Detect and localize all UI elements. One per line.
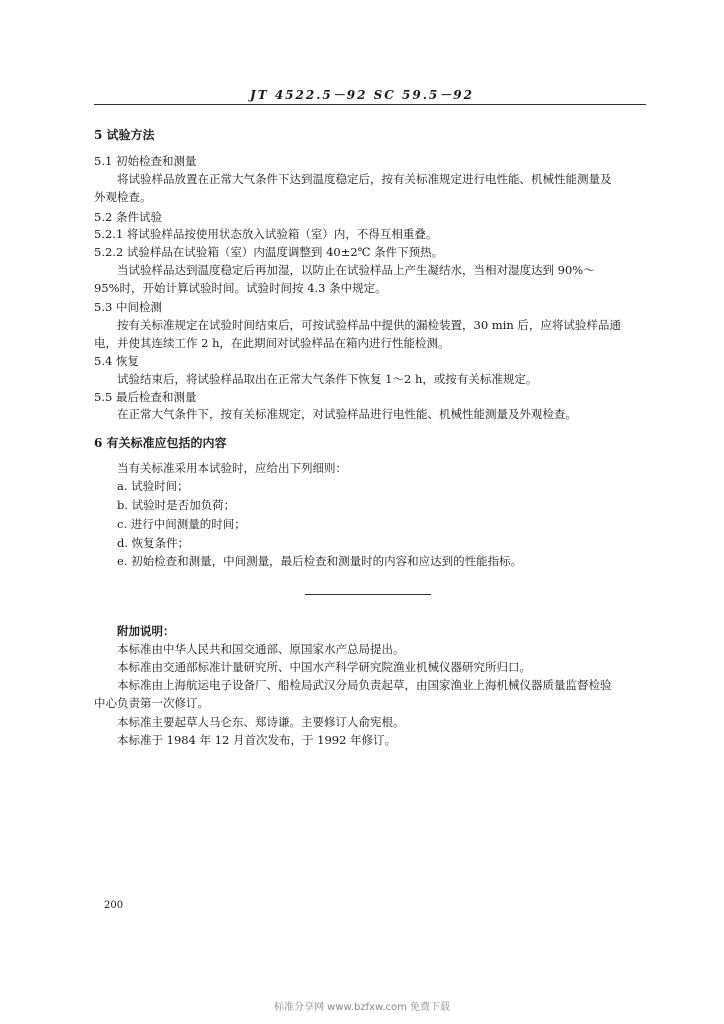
section-5-2-2-text: 5.2.2 试验样品在试验箱（室）内温度调整到 40±2℃ 条件下预热。 [94,245,444,259]
section-5-3-title: 5.3 中间检测 [94,300,162,314]
list-item-c: c. 进行中间测量的时间； [117,517,246,531]
section-5-4-title: 5.4 恢复 [94,354,139,368]
header-divider [94,104,646,105]
list-item-d: d. 恢复条件； [117,536,190,550]
section-6-heading: 6 有关标准应包括的内容 [94,436,227,450]
section-6-intro: 当有关标准采用本试验时，应给出下列细则： [117,461,347,475]
section-5-1-title: 5.1 初始检查和测量 [94,154,197,168]
section-5-5-text: 在正常大气条件下，按有关标准规定，对试验样品进行电性能、机械性能测量及外观检查。 [117,407,577,421]
list-item-b: b. 试验时是否加负荷； [117,498,236,512]
notes-line-3b: 中心负责第一次修订。 [94,696,209,710]
notes-title: 附加说明： [117,624,175,638]
notes-line-3a: 本标准由上海航运电子设备厂、船检局武汉分局负责起草，由国家渔业上海机械仪器质量监督检验 [117,678,612,692]
section-5-4-text: 试验结束后，将试验样品取出在正常大气条件下恢复 1～2 h，或按有关标准规定。 [117,372,538,386]
list-item-e: e. 初始检查和测量，中间测量，最后检查和测量时的内容和应达到的性能指标。 [117,554,523,568]
notes-line-4: 本标准主要起草人马仑东、郑诗谦。主要修订人俞宪根。 [117,715,405,729]
section-5-3-text-line-1: 按有关标准规定在试验时间结束后，可按试验样品中提供的漏检装置，30 min 后，应将试验样品通 [117,318,621,332]
page-number: 200 [104,900,124,911]
notes-line-1: 本标准由中华人民共和国交通部、原国家水产总局提出。 [117,642,405,656]
section-5-heading: 5 试验方法 [94,128,155,142]
section-5-1-text-line-2: 外观检查。 [94,190,152,204]
list-item-a: a. 试验时间； [117,479,189,493]
notes-line-5: 本标准于 1984 年 12 月首次发布，于 1992 年修订。 [117,733,397,747]
notes-line-2: 本标准由交通部标准计量研究所、中国水产科学研究院渔业机械仪器研究所归口。 [117,660,531,674]
section-5-2-title: 5.2 条件试验 [94,210,162,224]
section-5-2-2-para-line-2: 95%时，开始计算试验时间。试验时间按 4.3 条中规定。 [94,281,387,295]
section-end-divider [305,594,431,595]
section-5-2-1-text: 5.2.1 将试验样品按使用状态放入试验箱（室）内，不得互相重叠。 [94,227,438,241]
standard-number-header: JT 4522.5－92 SC 59.5－92 [250,88,474,102]
section-5-5-title: 5.5 最后检查和测量 [94,390,197,404]
section-5-2-2-para-line-1: 当试验样品达到温度稳定后再加湿，以防止在试验样品上产生凝结水，当相对湿度达到 90%～ [117,263,595,277]
section-5-1-text-line-1: 将试验样品放置在正常大气条件下达到温度稳定后，按有关标准规定进行电性能、机械性能测量及 [117,172,612,186]
section-5-3-text-line-2: 电，并使其连续工作 2 h，在此期间对试验样品在箱内进行性能检测。 [94,336,450,350]
site-footer-watermark: 标准分享网 www.bzfxw.com 免费下载 [274,1002,450,1013]
